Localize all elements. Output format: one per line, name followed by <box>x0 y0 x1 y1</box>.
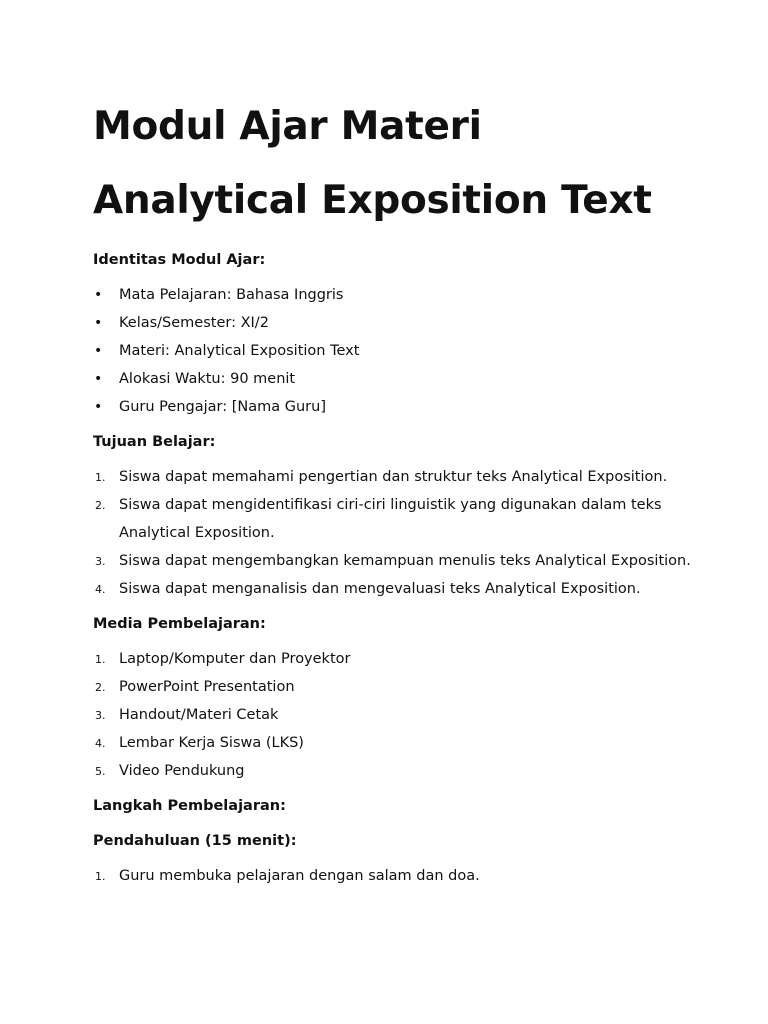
document-title: Modul Ajar Materi Analytical Exposition Text <box>93 104 652 223</box>
list-number: 3. <box>95 555 106 568</box>
list-item <box>93 729 693 757</box>
list-item-text: Alokasi Waktu: 90 menit <box>119 371 296 387</box>
list-item-text: PowerPoint Presentation <box>119 679 295 695</box>
goals-list <box>93 463 693 603</box>
list-number: 1. <box>95 471 106 484</box>
list-item <box>93 281 693 309</box>
list-item-text: Siswa dapat memahami pengertian dan struktur teks Analytical Exposition. <box>119 469 668 485</box>
identity-list <box>93 281 693 421</box>
list-item <box>93 757 693 785</box>
list-item <box>93 575 693 603</box>
list-item <box>93 862 693 890</box>
section-heading-intro: Pendahuluan (15 menit): <box>93 833 297 849</box>
list-number: 4. <box>95 737 106 750</box>
list-item-text: Siswa dapat mengembangkan kemampuan menulis teks Analytical Exposition. <box>119 553 691 569</box>
section-heading-goals: Tujuan Belajar: <box>93 434 216 450</box>
list-item <box>93 547 693 575</box>
list-number: 1. <box>95 653 106 666</box>
section-heading-identity: Identitas Modul Ajar: <box>93 252 266 268</box>
list-item-text: Siswa dapat menganalisis dan mengevaluasi teks Analytical Exposition. <box>119 581 641 597</box>
list-number: 2. <box>95 681 106 694</box>
list-number: 3. <box>95 709 106 722</box>
bullet-icon: • <box>94 343 103 359</box>
list-number: 4. <box>95 583 106 596</box>
document-content <box>93 246 693 890</box>
bullet-icon: • <box>94 399 103 415</box>
bullet-icon: • <box>94 315 103 331</box>
list-item <box>93 309 693 337</box>
list-item-text: Kelas/Semester: XI/2 <box>119 315 269 331</box>
list-item-text: Video Pendukung <box>119 763 245 779</box>
list-item-text: Laptop/Komputer dan Proyektor <box>119 651 351 667</box>
list-item <box>93 463 693 491</box>
list-item-text: Materi: Analytical Exposition Text <box>119 343 360 359</box>
list-item <box>93 365 693 393</box>
intro-list <box>93 862 693 890</box>
section-heading-steps: Langkah Pembelajaran: <box>93 798 286 814</box>
list-item-text: Mata Pelajaran: Bahasa Inggris <box>119 287 344 303</box>
list-item-text: Lembar Kerja Siswa (LKS) <box>119 735 304 751</box>
list-item <box>93 645 693 673</box>
media-list <box>93 645 693 785</box>
list-item <box>93 491 693 547</box>
list-item-text: Guru membuka pelajaran dengan salam dan doa. <box>119 868 480 884</box>
list-item <box>93 701 693 729</box>
list-item-text: Siswa dapat mengidentifikasi ciri-ciri linguistik yang digunakan dalam teks Analytical Exposition. <box>119 497 662 541</box>
list-item <box>93 673 693 701</box>
spacer <box>93 421 693 428</box>
bullet-icon: • <box>94 287 103 303</box>
list-item <box>93 337 693 365</box>
spacer <box>93 603 693 610</box>
list-number: 2. <box>95 499 106 512</box>
list-item-text: Guru Pengajar: [Nama Guru] <box>119 399 326 415</box>
list-item <box>93 393 693 421</box>
list-number: 5. <box>95 765 106 778</box>
list-number: 1. <box>95 870 106 883</box>
list-item-text: Handout/Materi Cetak <box>119 707 279 723</box>
spacer <box>93 785 693 792</box>
section-heading-media: Media Pembelajaran: <box>93 616 266 632</box>
bullet-icon: • <box>94 371 103 387</box>
